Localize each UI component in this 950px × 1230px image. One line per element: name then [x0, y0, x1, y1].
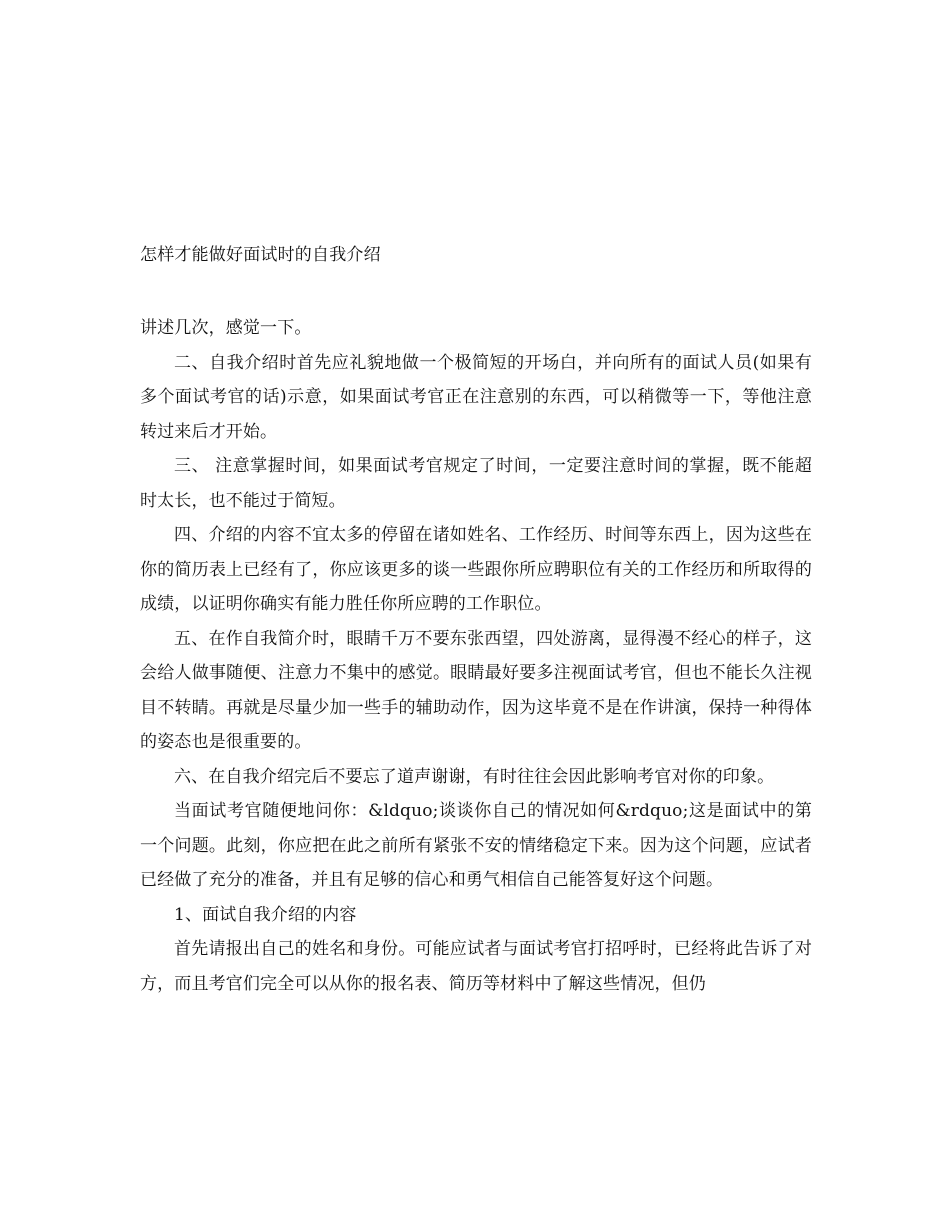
paragraph-point-5: 五、在作自我简介时，眼睛千万不要东张西望，四处游离，显得漫不经心的样子，这会给人做事随便、注意力不集中的感觉。眼睛最好要多注视面试考官，但也不能长久注视目不转睛。再就是尽量少加一些手的辅助动作，因为这毕竟不是在作讲演，保持一种得体的姿态也是很重要的。 — [140, 628, 812, 752]
section-heading-content: 1、面试自我介绍的内容 — [174, 904, 357, 925]
document-title: 怎样才能做好面试时的自我介绍 — [140, 245, 381, 265]
paragraph-first-question: 当面试考官随便地问你：&ldquo;谈谈你自己的情况如何&rdquo;这是面试中的第一个问题。此刻，你应把在此之前所有紧张不安的情绪稳定下来。因为这个问题，应试者已经做了充分的准备，并且有足够的信心和勇气相信自己能答复好这个问题。 — [140, 801, 812, 890]
paragraph-point-2: 二、自我介绍时首先应礼貌地做一个极简短的开场白，并向所有的面试人员(如果有多个面试考官的话)示意，如果面试考官正在注意别的东西，可以稍微等一下，等他注意转过来后才开始。 — [140, 352, 812, 442]
paragraph-point-6: 六、在自我介绍完后不要忘了道声谢谢，有时往往会因此影响考官对你的印象。 — [174, 766, 775, 787]
paragraph-continued: 讲述几次，感觉一下。 — [140, 318, 312, 338]
paragraph-name-identity: 首先请报出自己的姓名和身份。可能应试者与面试考官打招呼时，已经将此告诉了对方，而且考官们完全可以从你的报名表、简历等材料中了解这些情况，但仍 — [140, 939, 812, 994]
paragraph-point-3: 三、 注意掌握时间，如果面试考官规定了时间，一定要注意时间的掌握，既不能超时太长，也不能过于简短。 — [140, 456, 812, 511]
paragraph-point-4: 四、介绍的内容不宜太多的停留在诸如姓名、工作经历、时间等东西上，因为这些在你的简历表上已经有了，你应该更多的谈一些跟你所应聘职位有关的工作经历和所取得的成绩，以证明你确实有能力胜任你所应聘的工作职位。 — [140, 525, 812, 614]
document-body — [140, 311, 812, 1001]
